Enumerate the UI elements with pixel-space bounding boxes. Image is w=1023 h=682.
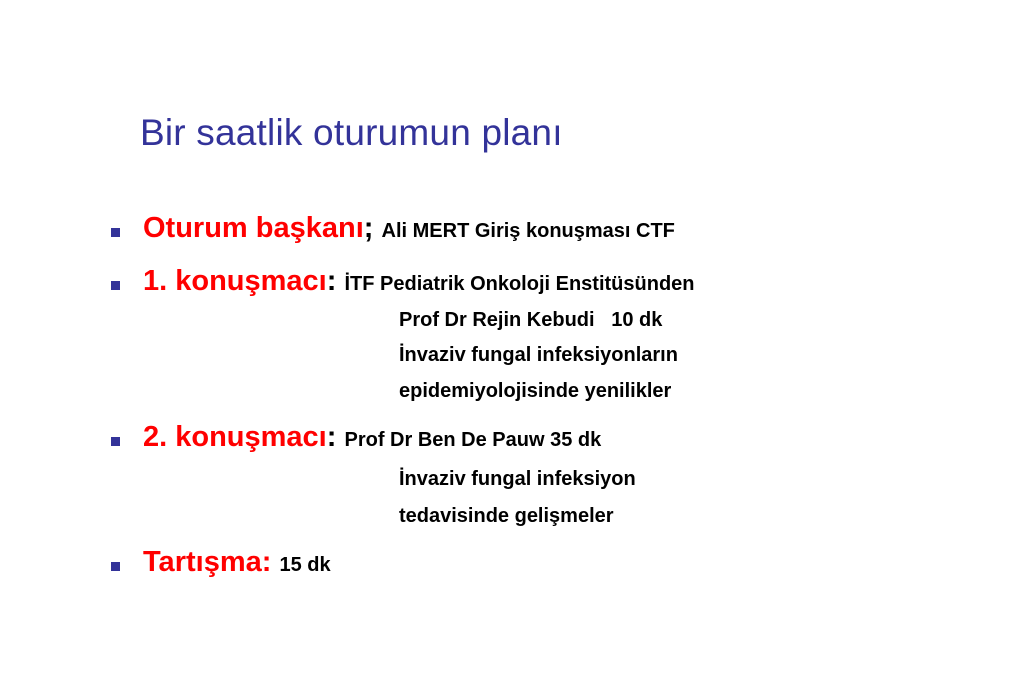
bullet-icon <box>111 562 120 571</box>
slide-title: Bir saatlik oturumun planı <box>140 112 563 153</box>
item-continuation-line: Prof Dr Rejin Kebudi 10 dk <box>399 309 663 331</box>
item-label-text: 2. konuşmacı <box>143 421 327 453</box>
bullet-icon <box>111 437 120 446</box>
item-label-text: Oturum başkanı <box>143 212 364 244</box>
item-label-punct: : <box>326 265 337 297</box>
bullet-icon <box>111 228 120 237</box>
item-detail: 15 dk <box>279 554 331 576</box>
item-continuation-line: İnvaziv fungal infeksiyon <box>399 468 636 490</box>
item-detail: İTF Pediatrik Onkoloji Enstitüsünden <box>344 273 695 295</box>
item-detail: Prof Dr Ben De Pauw 35 dk <box>344 429 602 451</box>
item-label-punct: ; <box>363 212 374 244</box>
item-continuation-line: tedavisinde gelişmeler <box>399 505 614 527</box>
item-detail: Ali MERT Giriş konuşması CTF <box>381 220 675 242</box>
item-label-text: 1. konuşmacı <box>143 265 327 297</box>
item-label-text: Tartışma: <box>143 546 272 578</box>
item-label-speaker-2 <box>143 421 601 454</box>
item-label-chair <box>143 212 675 245</box>
item-continuation-line: epidemiyolojisinde yenilikler <box>399 380 672 402</box>
item-label-discussion <box>143 546 331 579</box>
bullet-icon <box>111 281 120 290</box>
item-label-speaker-1 <box>143 265 695 298</box>
item-label-punct: : <box>326 421 337 453</box>
item-continuation-line: İnvaziv fungal infeksiyonların <box>399 344 678 366</box>
